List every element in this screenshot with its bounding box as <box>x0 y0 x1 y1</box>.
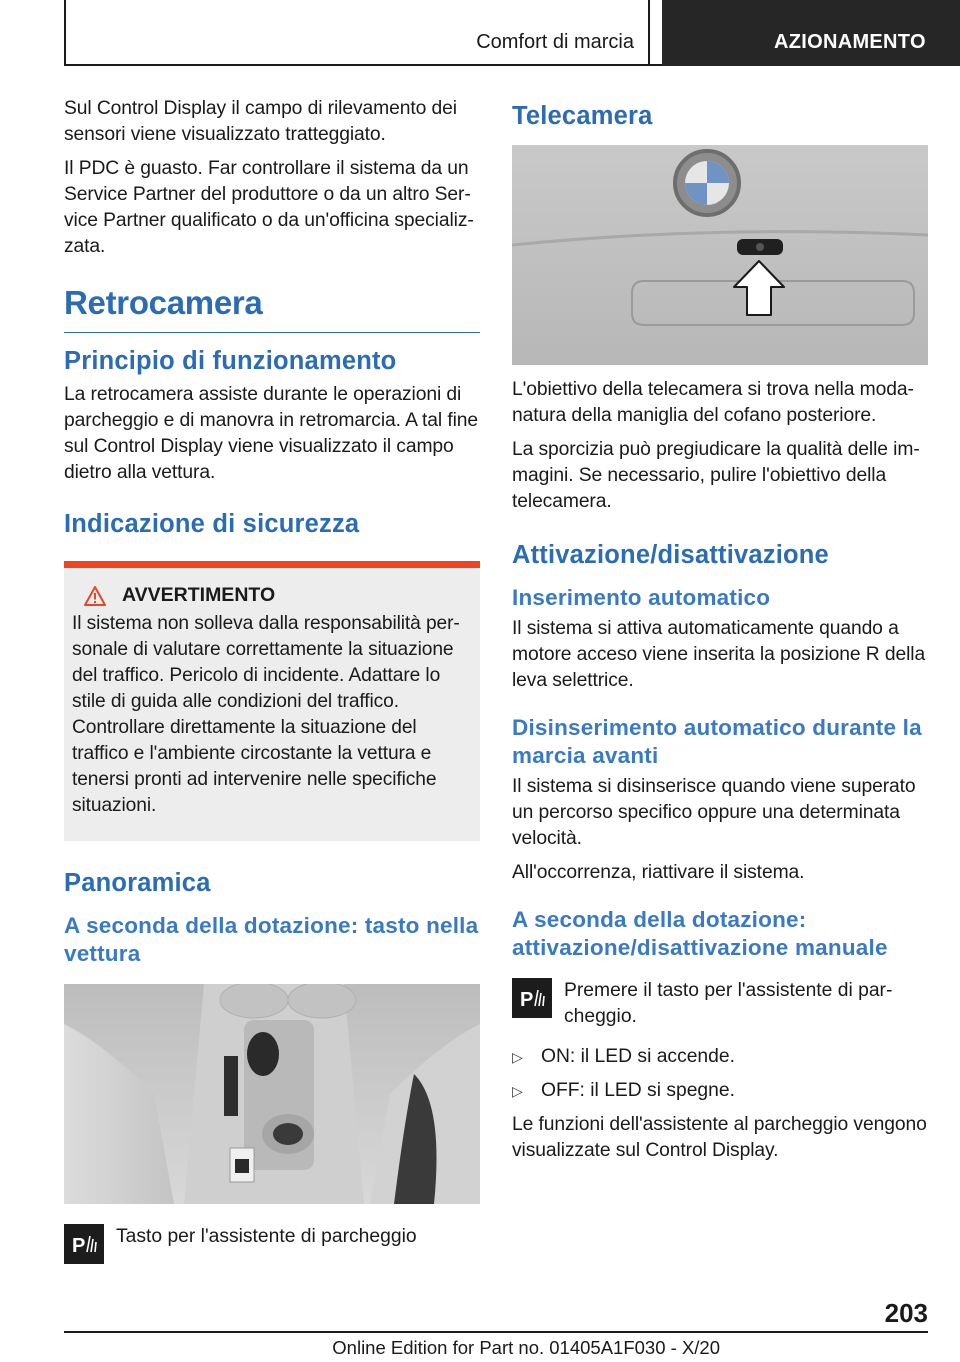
heading-attivazione: Attivazione/disattivazione <box>512 541 829 569</box>
page-number: 203 <box>884 1298 928 1328</box>
parking-assistant-button-icon <box>64 1224 104 1264</box>
telecamera-paragraph-2: La sporcizia può pregiudicare la qualità delle immagini. Se necessario, pulire l'obiettivo della telecamera. <box>512 439 920 512</box>
caption-row-tasto <box>64 1222 480 1264</box>
left-column <box>64 96 480 1264</box>
triangle-bullet-icon: ▷ <box>512 1049 523 1065</box>
rear-camera-photo <box>512 145 928 365</box>
manuale-row <box>512 976 928 1030</box>
triangle-bullet-icon: ▷ <box>512 1083 523 1099</box>
bullet-off-text: OFF: il LED si spegne. <box>541 1080 735 1101</box>
bullet-on-text: ON: il LED si accende. <box>541 1046 735 1067</box>
list-item-on <box>512 1044 928 1070</box>
disinserimento-paragraph-1: Il sistema si disinserisce quando viene superato un percorso specifico oppure una determinata velocità. <box>512 776 916 849</box>
principio-paragraph: La retrocamera assiste durante le operazioni di parcheggio e di manovra in retromarcia. A tal fine sul Control Display viene visualizzato il campo dietro alla vettura. <box>64 384 479 483</box>
manuale-paragraph: Premere il tasto per l'assistente di parcheggio. <box>564 980 893 1027</box>
header-section-title: Comfort di marcia <box>476 31 634 53</box>
heading-disinserimento: Disinserimento automatico durante la marcia avanti <box>512 715 922 768</box>
warning-triangle-icon <box>84 586 106 606</box>
svg-text:P: P <box>520 989 534 1011</box>
warning-box <box>64 568 480 841</box>
heading-tasto: A seconda della dotazione: tasto nella vettura <box>64 913 479 966</box>
heading-retrocamera: Retrocamera <box>64 284 480 333</box>
right-column <box>512 96 928 1172</box>
telecamera-paragraph-1: L'obiettivo della telecamera si trova nella modanatura della maniglia del cofano posteriore. <box>512 379 914 426</box>
header-chapter-tab[interactable]: AZIONAMENTO <box>662 0 960 66</box>
footer-edition: Online Edition for Part no. 01405A1F030 - X/20 <box>332 1337 720 1358</box>
final-paragraph: Le funzioni dell'assistente al parcheggio vengono visualizzate sul Control Display. <box>512 1114 927 1161</box>
warning-text: Il sistema non solleva dalla responsabilità personale di valutare correttamente la situazione del traffico. Pericolo di incidente. Adattare lo stile di guida alle condizioni del traffico. Controllare direttamente la situazione del traffico e l'ambiente circostante la vettura e tenersi pronti ad intervenire nelle specifiche situazioni. <box>72 613 460 816</box>
warning-title: AVVERTIMENTO <box>122 584 276 606</box>
svg-text:P: P <box>72 1235 86 1257</box>
intro-paragraph-2: Il PDC è guasto. Far controllare il sistema da un Service Partner del produttore o da un altro Service Partner qualificato o da un'officina specializzata. <box>64 158 474 257</box>
heading-manuale: A seconda della dotazione: attivazione/disattivazione manuale <box>512 907 888 960</box>
parking-assistant-button-icon <box>512 978 552 1018</box>
list-item-off <box>512 1078 928 1104</box>
heading-panoramica: Panoramica <box>64 869 211 897</box>
intro-paragraph-1: Sul Control Display il campo di rilevamento dei sensori viene visualizzato tratteggiato. <box>64 98 457 145</box>
heading-telecamera: Telecamera <box>512 102 653 130</box>
console-photo <box>64 984 480 1204</box>
on-off-list <box>512 1044 928 1104</box>
warning-title-row <box>72 584 464 607</box>
inserimento-paragraph: Il sistema si attiva automaticamente quando a motore acceso viene inserita la posizione R della leva selettrice. <box>512 618 926 691</box>
disinserimento-paragraph-2: All'occorrenza, riattivare il sistema. <box>512 862 805 883</box>
heading-inserimento: Inserimento automatico <box>512 585 771 610</box>
heading-principio: Principio di funzionamento <box>64 347 397 375</box>
header-divider-rule <box>648 0 650 66</box>
heading-sicurezza: Indicazione di sicurezza <box>64 510 360 538</box>
footer-rule <box>64 1331 928 1333</box>
caption-tasto: Tasto per l'assistente di parcheggio <box>116 1226 417 1247</box>
warning-bar <box>64 561 480 568</box>
